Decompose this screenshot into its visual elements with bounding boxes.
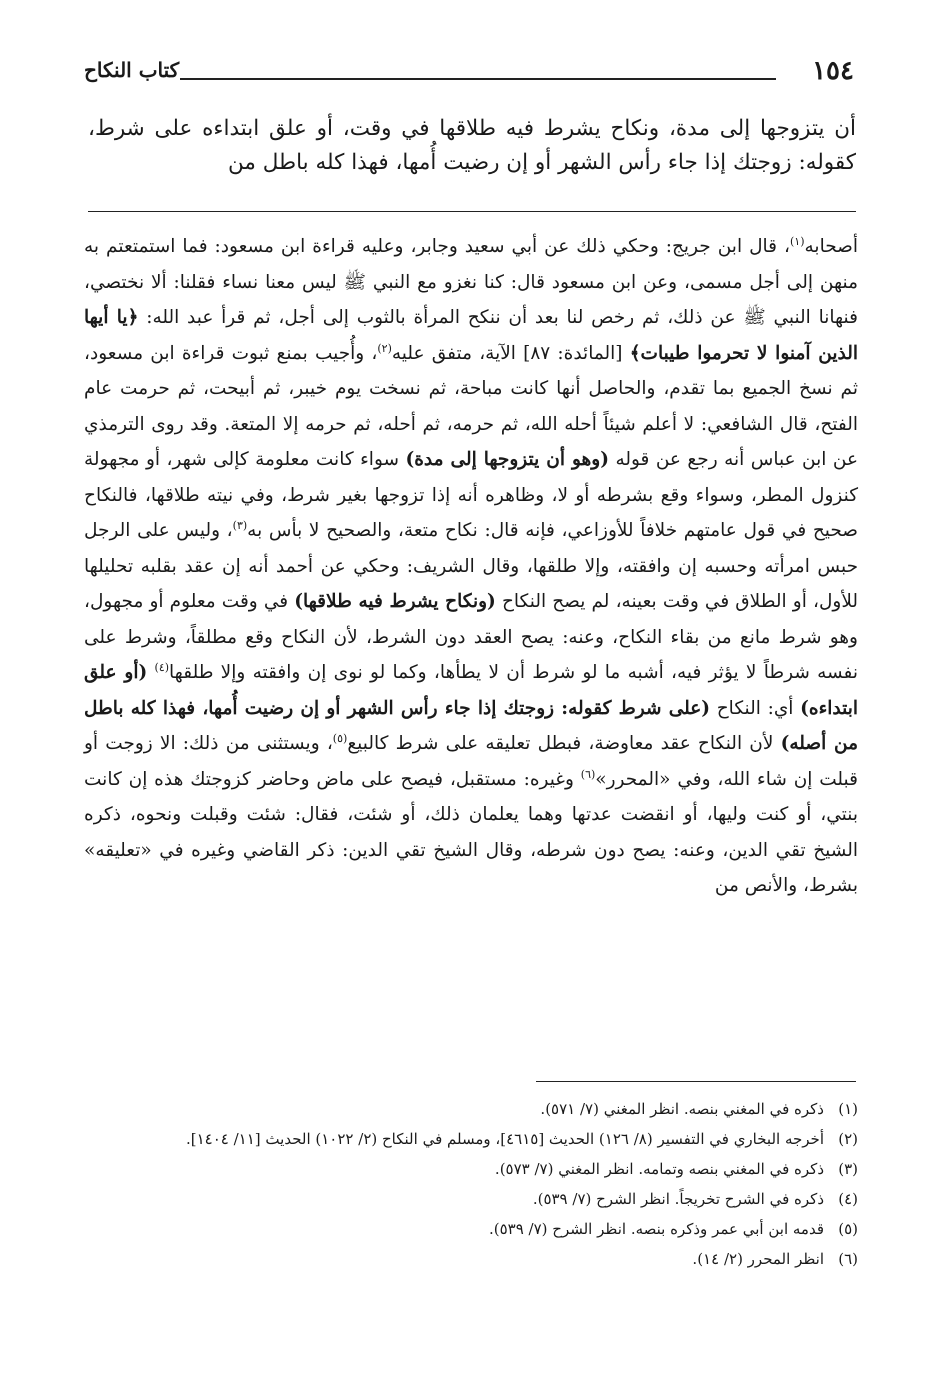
footnote-text: ذكره في المغني بنصه وتمامه. انظر المغني (٧/ ٥٧٣). xyxy=(494,1160,824,1178)
footnote-number: (١) xyxy=(838,1100,858,1118)
footnote-number: (٤) xyxy=(838,1190,858,1208)
sharh-segment: سواء كانت معلومة كإلى شهر، أو مجهولة كنزول المطر، وسواء وقع بشرطه أو لا، وظاهره أنه إذا تزوجها بغير شرط، وفي نيته طلاقها، فالنكاح صحيح في قول عامتهم خلافاً للأوزاعي، فإنه قال: نكاح متعة، والصحيح لا بأس به xyxy=(84,449,858,541)
footnote-item xyxy=(84,1094,858,1124)
sharh-segment: في وقت معلوم أو مجهول، وهو شرط مانع من بقاء النكاح، وعنه: يصح العقد دون الشرط، لأن النكاح وقع مطلقاً، وشرط على نفسه شرطاً لا يؤثر فيه، أشبه ما لو شرط أن لا يطأها، وكما لو نوى إن وافقته وإلا طلقها xyxy=(84,591,859,683)
sharh-segment: وغيره: مستقبل، فيصح على ماض وحاضر كزوجتك هذه إن كانت بنتي، أو كنت وليها، أو انقضت عدتها وهما يعلمان ذلك، أو شئت، فقال: شئت وقبلت ونحوه، ذكره الشيخ تقي الدين، وعنه: يصح دون شرطه، وقال الشيخ تقي الدين: ذكر القاضي وغيره في «تعليقه» بشرط، والأنص من xyxy=(84,768,858,896)
matn-quote: (أو علق ابتداءه) xyxy=(84,662,858,719)
sharh-segment: أصحابه xyxy=(804,236,858,257)
page-number: ١٥٤ xyxy=(812,56,854,86)
footnote-item xyxy=(84,1214,858,1244)
matn-quote: (على شرط كقوله: زوجتك إذا جاء رأس الشهر أو إن رضيت أُمها، فهذا كله باطل من أصله) xyxy=(84,697,858,754)
footnote-number: (٥) xyxy=(838,1220,858,1238)
footnote-ref: (٢) xyxy=(377,341,392,355)
footnote-text: انظر المحرر (٢/ ١٤). xyxy=(692,1250,824,1268)
sharh-segment: ، ويستثنى من ذلك: الا زوجت أو قبلت إن شاء الله، وفي «المحرر» xyxy=(84,733,858,790)
footnote-ref: (١) xyxy=(789,234,805,248)
footnote-ref: (٣) xyxy=(232,518,248,532)
sharh-segment xyxy=(147,662,154,683)
footnote-number: (٢) xyxy=(838,1130,858,1148)
sharh-segment: ، وليس على الرجل حبس امرأته وحسبه إن وافقته، وإلا طلقها، وقال الشريف: وحكي عن أحمد أنه إن عقد بقلبه تحليلها للأول، أو الطلاق في وقت بعينه، لم يصح النكاح xyxy=(84,520,858,612)
footnote-ref: (٤) xyxy=(154,660,170,674)
footnotes xyxy=(84,1094,858,1274)
footnote-number: (٦) xyxy=(838,1250,858,1268)
page-header xyxy=(84,54,854,94)
header-rule xyxy=(180,78,776,80)
footnote-text: ذكره في المغني بنصه. انظر المغني (٧/ ٥٧١). xyxy=(540,1100,824,1118)
sharh-segment: ، قال ابن جريج: وحكي ذلك عن أبي سعيد وجابر، وعليه قراءة ابن مسعود: فما استمتعتم به منهن إلى أجل مسمى، وعن ابن مسعود قال: كنا نغزو مع النبي ﷺ ليس معنا نساء فقلنا: ألا نختصي، فنهانا النبي ﷺ عن ذلك، ثم رخص لنا بعد أن ننكح المرأة بالثوب إلى أجل، ثم قرأ عبد الله: xyxy=(84,236,858,328)
footnote-separator xyxy=(536,1081,856,1082)
footnote-item xyxy=(84,1124,858,1154)
footnote-item xyxy=(84,1184,858,1214)
footnote-text: أخرجه البخاري في التفسير (٨/ ١٢٦) الحديث [٤٦١٥]، ومسلم في النكاح (٢/ ١٠٢٢) الحديث [١١/ ١٤٠٤]. xyxy=(185,1130,824,1148)
matn-separator xyxy=(88,211,856,212)
footnote-ref: (٥) xyxy=(332,731,348,745)
footnote-item xyxy=(84,1244,858,1274)
book-title: كتاب النكاح xyxy=(84,58,180,82)
footnote-item xyxy=(84,1154,858,1184)
footnote-text: ذكره في الشرح تخريجاً. انظر الشرح (٧/ ٥٣٩). xyxy=(532,1190,824,1208)
sharh-segment: [المائدة: ٨٧] الآية، متفق عليه xyxy=(391,342,630,364)
sharh-segment: لأن النكاح عقد معاوضة، فبطل تعليقه على شرط كالبيع xyxy=(347,733,781,754)
quran-verse: ﴿يا أيها الذين آمنوا لا تحرموا طيبات﴾ xyxy=(84,307,858,364)
footnote-number: (٣) xyxy=(838,1160,858,1178)
matn-text: أن يتزوجها إلى مدة، ونكاح يشرط فيه طلاقها في وقت، أو علق ابتداءه على شرط، كقوله: زوجتك إذا جاء رأس الشهر أو إن رضيت أُمها، فهذا كله باطل من xyxy=(88,116,856,175)
sharh-commentary xyxy=(84,229,858,904)
sharh-segment: أي: النكاح xyxy=(710,697,801,719)
footnote-ref: (٦) xyxy=(580,767,596,781)
matn-quote: (وهو أن يتزوجها إلى مدة) xyxy=(405,449,609,470)
footnote-text: قدمه ابن أبي عمر وذكره بنصه. انظر الشرح (٧/ ٥٣٩). xyxy=(488,1220,824,1238)
sharh-segment: ، وأُجيب بمنع ثبوت قراءة ابن مسعود، ثم نسخ الجميع بما تقدم، والحاصل أنها كانت مباحة، ثم نسخت يوم خيبر، ثم أبيحت، ثم حرمت عام الفتح، قال الشافعي: لا أعلم شيئاً أحله الله، ثم حرمه، ثم أحله، ثم حرمه إلا المتعة. وقد روى الترمذي عن ابن عباس أنه رجع عن قوله xyxy=(84,342,858,470)
matn-quote: (ونكاح يشرط فيه طلاقها) xyxy=(294,591,496,612)
